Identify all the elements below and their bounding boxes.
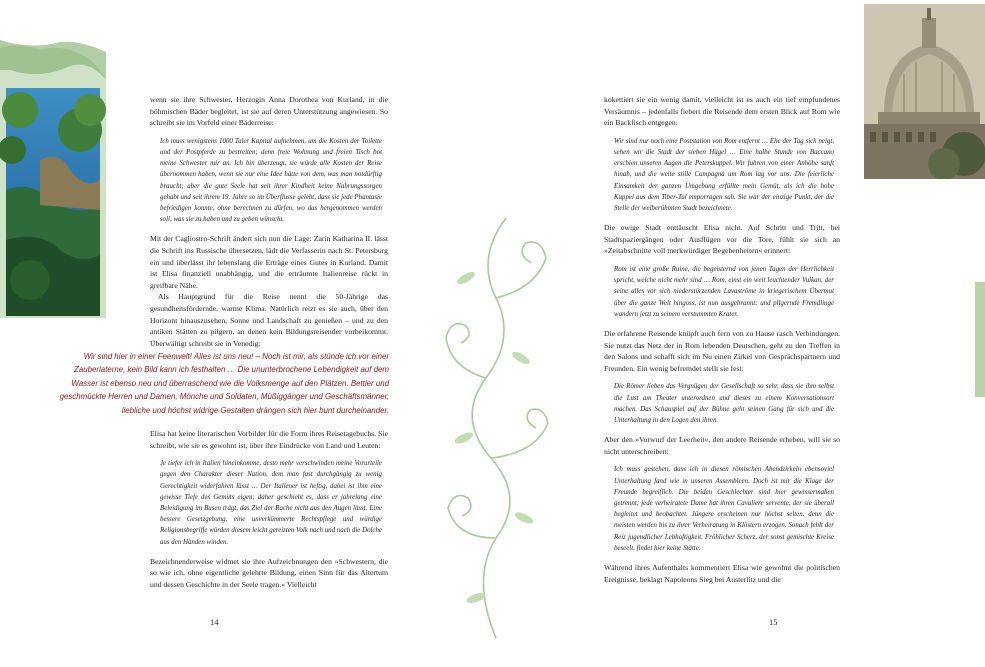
paragraph: Die ewige Stadt enttäuscht Elisa nicht. Auf Schritt und Tritt, bei Stadtspaziergängen oder Ausflügen vor die Tore, fühlt sie sich an »Zeitabschnitte voll merkwürdiger Begebenheiten« erinnert:	[604, 223, 840, 256]
highlight-quote: Wir sind hier in einer Feenwelt! Alles ist uns neu! – Noch ist mir, als stünde ich vor einer Zauberlaterne, kein Bild kann ich festhalten … Die ununterbrochene Lebendigkeit auf dem Wasser ist ebenso neu und überraschend wie die Volksmenge auf den Plätzen. Bettler und geschmückte Herren und Damen, Mönche und Soldaten, Müßiggänger und Geschäftsmänner, liebliche und höchst widrige Gestalten drängen sich hier bunt durcheinander.	[59, 352, 389, 415]
paragraph: Aber den »Vorwurf der Leerheit«, den andere Reisende erheben, will sie so nicht unterschreiben:	[604, 435, 840, 456]
block-quote: Ich muss wenigstens 1000 Taler Kapital aufnehmen, um die Kosten der Toilette und der Postpferde zu bestreiten; denn freie Wohnung und freien Tisch bot meine Schwester mir an. Ich bin überzeugt, sie würde alle Kosten der Reise übernommen haben, wenn sie nur eine Idee hätte von dem, was man notdürftig braucht; aber die gute Seele hat seit ihrer Kindheit keine Nahrungssorgen gehabt und seit ihrem 19. Jahre so im Überflusse gelebt, dass sie jede Phantasie befriedigen konnte, ohne berechnen zu dürfen, wo das hergenommen werden soll, was sie zu haben und zu geben wünscht.	[160, 137, 382, 224]
page-number-right: 15	[769, 617, 778, 627]
coast-photo	[0, 40, 106, 318]
block-quote: Wir sind nur noch eine Poststation von Rom entfernt … Ehe der Tag sich neigt, sehen wir die Stadt der sieben Hügel … Eine halbe Stunde von Baccano erschien unseren Augen die Peterskuppel. Wir fuhren von einer Anhöhe sanft hinab, und die weite stille Campagna um Rom lag vor uns. Die feierliche Einsamkeit der ganzen Umgebung erfüllte mein Gemüt, als ich die hohe Kuppel aus dem Tiber-Tal emporragen sah. Sie war der einzige Punkt, der die Stelle der welberühmten Stadt bezeichnete.	[614, 137, 834, 212]
left-page-column-lower	[150, 428, 388, 598]
block-quote: Die Römer lieben das Vergnügen der Gesellschaft so sehr, dass sie ihm selbst die Lust am Theater unterordnen und dieses zu einem Konversationsort machen. Das Schauspiel auf der Bühne geht seinen Gang für sich und die Unterhaltung in den Logen den ihren.	[614, 383, 834, 424]
paragraph: Während ihres Aufenthalts kommentiert Elisa wie gewohnt die politischen Ereignisse, beklagt Napoleons Sieg bei Austerlitz und die	[604, 563, 840, 584]
st-peters-dome-photo	[864, 4, 985, 179]
chapter-tab	[975, 282, 985, 397]
block-quote: Rom ist eine große Ruine, die begeisternd von jenen Tagen der Herrlichkeit spricht, welche nicht mehr sind … Rom, einst ein weit leuchtender Vulkan, der seine alles vor sich niederstürzenden Lavaströme in kriegerischem Übermut über die ganze Welt hingoss, ist nun ausgebrannt; und pilgernde Fremdlinge wandern jetzt zu seinem verstummten Krater.	[614, 265, 834, 318]
left-page-column	[150, 94, 388, 356]
paragraph: Elisa hat keine literarischen Vorbilder für die Form ihres Reisetagebuchs. Sie schreibt, wie sie es gewohnt ist, über ihre Eindrücke von Land und Leuten:	[150, 429, 388, 450]
paragraph: Mit der Cagliostro-Schrift ändert sich nun die Lage: Zarin Katharina II. lässt die Schrift ins Russische übersetzen, lädt die Verfasserin nach St. Petersburg ein und überlässt ihr lebenslang die Erträge eines Gutes in Kurland. Damit ist Elisa finanziell unabhängig, und die erträumte Italienreise rückt in greifbare Nähe.	[150, 234, 388, 290]
block-quote: Je tiefer ich in Italien hineinkomme, desto mehr verschwinden meine Vorurteile gegen den Charakter dieser Nation, dem man fast durchgängig zu wenig Gerechtigkeit widerfahren lässt … Der Italiener ist heftig, dabei ist ihm eine gewisse Tiefe des Gemüts eigen; daher geschieht es, dass er jahrelang eine Beleidigung im Busen trägt, das Ziel der Rache nicht aus den Augen lässt. Eine bessere Gesetzgebung, eine unverkümmerte Rechtspflege und würdige Religionsbegriffe würden diesem leicht gereizten Volk nach und nach die Dolche aus den Händen winden.	[160, 460, 382, 546]
block-quote: Ich muss gestehen, dass ich in diesen römischen Abendzirkeln ebensoviel Unterhaltung fand wie in unseren Assembleen. Doch ist mir die Klage der Freunde begreiflich. Die beiden Geschlechter sind hier gewissermaßen getrennt; jede verheiratete Dame hat ihren Cavaliere servente, der sie überall begleitet und beobachtet. Jüngere erscheinen nur höchst selten, denn die meisten werden bis zu ihrer Verheiratung in Klöstern erzogen. Sonach fehlt der Reiz jugendlicher Lebhaftigkeit. Fröhlicher Scherz, der sonst gemischte Kreise beseelt, findet hier keine Stätte.	[614, 466, 834, 552]
paragraph: Bezeichnenderweise widmet sie ihre Aufzeichnungen den »Schwestern, die so wie ich, ohne eigentliche gelehrte Bildung, einen Sinn für das Altertum und dessen Geschichte in der Seele tragen.« Vielleicht	[150, 556, 388, 589]
page-number-left: 14	[210, 617, 219, 627]
paragraph: Die erfahrene Reisende knüpft auch fern von zu Hause rasch Verbindungen. Sie nutzt das Netz der in Rom lebenden Deutschen, geht zu den Treffen in den Salons und schafft sich im Nu einen Zirkel von Gesprächspartnern und Freunden. Ein wenig befremdet stellt sie fest:	[604, 329, 840, 373]
paragraph: kokettiert sie ein wenig damit, vielleicht ist es auch ein tief empfundenes Versäumnis – jedenfalls fiebert die Reisende dem ersten Blick auf Rom wie ein Backfisch entgegen:	[604, 95, 840, 128]
floral-ornament	[436, 218, 556, 638]
paragraph: wenn sie ihre Schwester, Herzogin Anna Dorothea von Kurland, in die böhmischen Bäder begleitet, ist sie auf deren Unterstützung angewiesen. So schreibt sie im Vorfeld einer Bäderreise:	[150, 95, 388, 128]
paragraph: Als Hauptgrund für die Reise nennt die 50-Jährige das gesundheitsfördernde, warme Klima. Natürlich reizt es sie auch, über den Horizont hinauszusehen, Sonne und Landschaft zu genießen – und zu den antiken Stätten zu pilgern, an denen kein Bildungsreisender vorbeikommt. Überwältigt schreibt sie in Venedig:	[150, 292, 388, 348]
right-page-column	[604, 94, 840, 592]
